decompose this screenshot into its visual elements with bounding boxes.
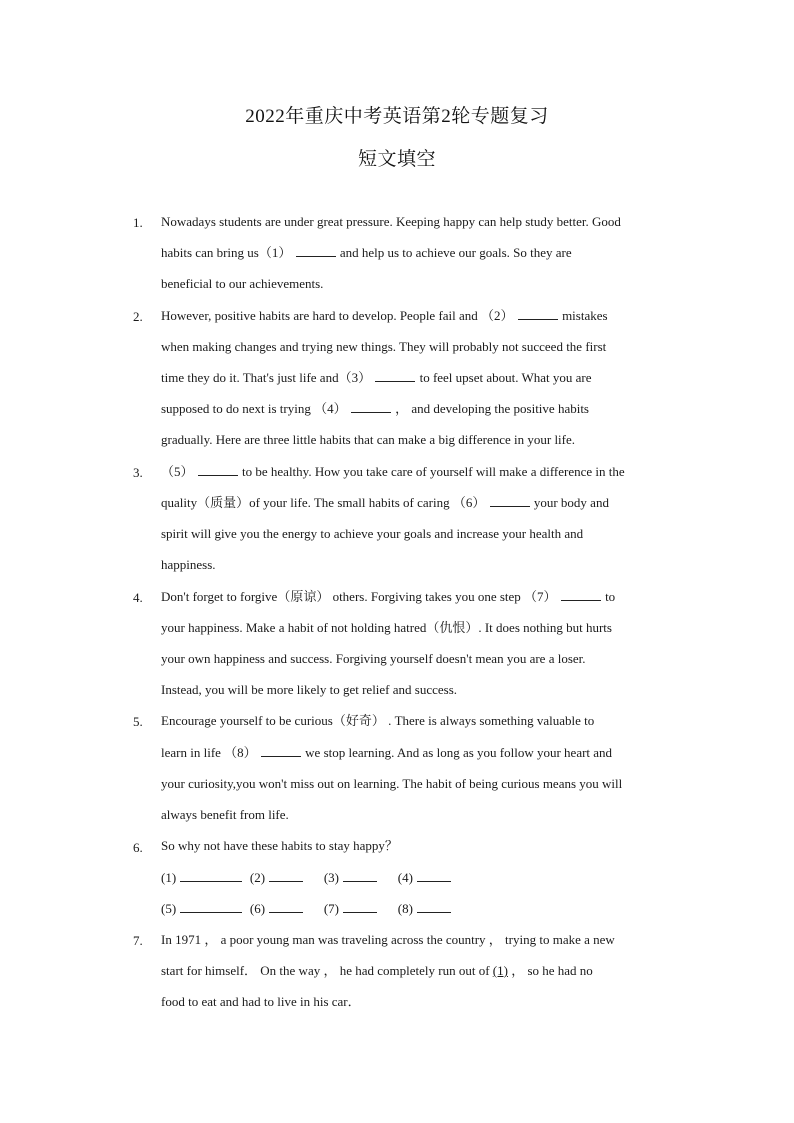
blank-5[interactable]	[198, 474, 238, 476]
text-line: Nowadays students are under great pressure. Keeping happy can help study better. Good	[161, 214, 621, 229]
answer-blank-6[interactable]	[269, 911, 303, 913]
text-line: your happiness. Make a habit of not holding hatred（仇恨）. It does nothing but hurts	[161, 620, 612, 635]
text-line: learn in life （8） we stop learning. And as long as you follow your heart and	[161, 745, 613, 760]
text-line: habits can bring us（1） and help us to achieve our goals. So they are	[161, 245, 572, 260]
text-line: gradually. Here are three little habits that can make a big difference in your life.	[161, 432, 576, 447]
text-line: quality（质量）of your life. The small habits of caring （6） your body and	[161, 495, 609, 510]
text-line: your own happiness and success. Forgiving yourself doesn't mean you are a loser.	[161, 651, 586, 666]
text-line: Instead, you will be more likely to get relief and success.	[161, 682, 458, 697]
answer-row-1: (1) (2) (3) (4)	[161, 862, 666, 893]
item-number: 6.	[133, 840, 143, 855]
answer-blank-4[interactable]	[417, 880, 451, 882]
document-subtitle: 短文填空	[357, 149, 436, 170]
text-line: always benefit from life.	[161, 807, 289, 822]
blank-marker[interactable]: (1)	[492, 963, 508, 978]
text-line: In 1971 ， a poor young man was traveling across the country ， trying to make a new	[161, 932, 615, 947]
text-line: when making changes and trying new things. They will probably not succeed the first	[161, 339, 607, 354]
item-number: 7.	[133, 933, 143, 948]
item-number: 3.	[133, 465, 143, 480]
text-line: supposed to do next is trying （4） ， and developing the positive habits	[161, 401, 589, 416]
item-number: 2.	[133, 309, 143, 324]
text-line: （5） to be healthy. How you take care of yourself will make a difference in the	[161, 464, 625, 479]
answer-blank-1[interactable]	[180, 880, 242, 882]
blank-7[interactable]	[561, 599, 601, 601]
text-line: Don't forget to forgive（原谅） others. Forgiving takes you one step （7） to	[161, 589, 616, 604]
answer-blank-3[interactable]	[343, 880, 377, 882]
text-line: So why not have these habits to stay happy？	[161, 838, 398, 853]
answer-blank-2[interactable]	[269, 880, 303, 882]
blank-3[interactable]	[375, 380, 415, 382]
text-line: However, positive habits are hard to develop. People fail and （2） mistakes	[161, 308, 608, 323]
item-number: 1.	[133, 215, 143, 230]
text-line: your curiosity,you won't miss out on learning. The habit of being curious means you will	[161, 776, 623, 791]
item-number: 4.	[133, 590, 143, 605]
answer-row-2: (5) (6) (7) (8)	[161, 893, 666, 924]
answer-blank-5[interactable]	[180, 911, 242, 913]
blank-1[interactable]	[296, 255, 336, 257]
document-title: 2022年重庆中考英语第2轮专题复习	[245, 106, 549, 127]
text-line: time they do it. That's just life and（3） to feel upset about. What you are	[161, 370, 592, 385]
blank-4[interactable]	[351, 411, 391, 413]
answer-blank-8[interactable]	[417, 911, 451, 913]
answer-blank-7[interactable]	[343, 911, 377, 913]
text-line: happiness.	[161, 557, 216, 572]
text-line: Encourage yourself to be curious（好奇） . There is always something valuable to	[161, 713, 595, 728]
blank-8[interactable]	[261, 755, 301, 757]
item-number: 5.	[133, 714, 143, 729]
blank-6[interactable]	[490, 505, 530, 507]
text-line: food to eat and had to live in his car．	[161, 994, 361, 1009]
blank-2[interactable]	[518, 318, 558, 320]
text-line: beneficial to our achievements.	[161, 276, 324, 291]
text-line: start for himself． On the way ， he had completely run out of (1) ， so he had no	[161, 963, 593, 978]
text-line: spirit will give you the energy to achieve your goals and increase your health and	[161, 526, 584, 541]
